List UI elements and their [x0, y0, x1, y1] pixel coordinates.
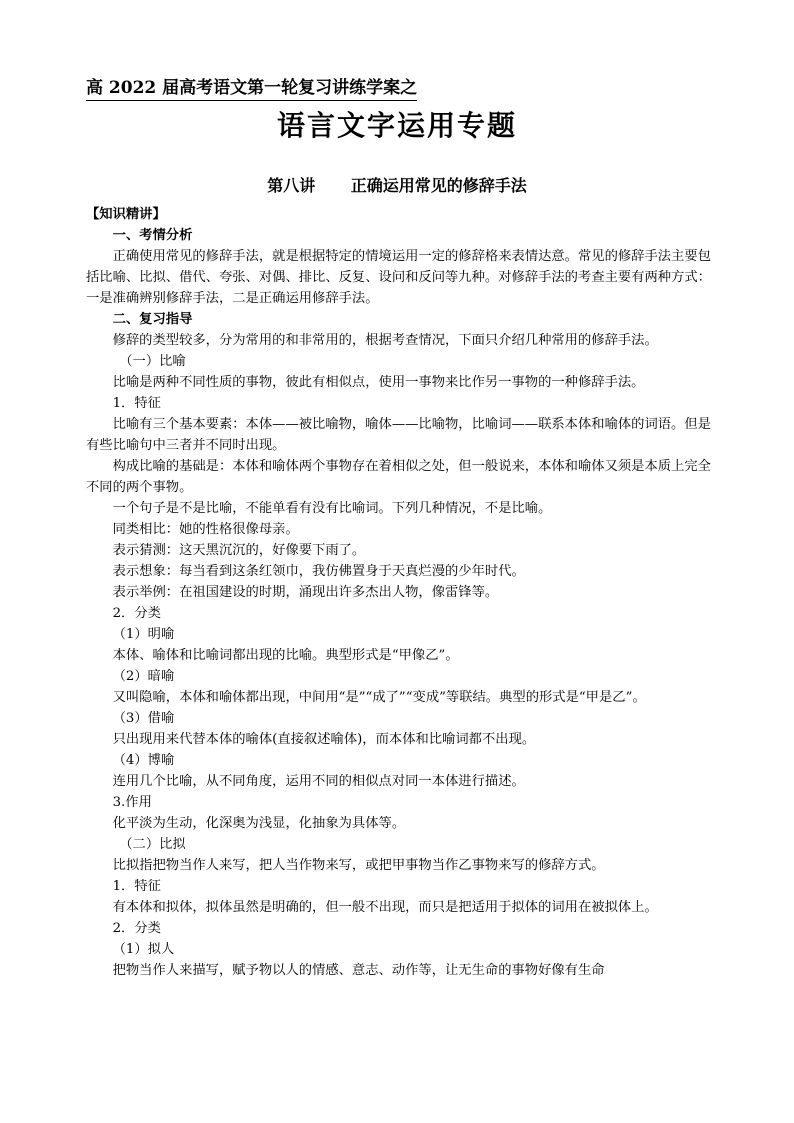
paragraph: 表示想象：每当看到这条红领巾，我仿佛置身于天真烂漫的少年时代。 — [112, 564, 525, 579]
header-line: 高 2022 届高考语文第一轮复习讲练学案之 — [86, 73, 417, 101]
paragraph: （2）暗喻 — [112, 669, 175, 684]
paragraph: 本体、喻体和比喻词都出现的比喻。典型形式是“甲像乙”。 — [112, 648, 459, 663]
body-text — [86, 204, 716, 981]
paragraph: （3）借喻 — [112, 711, 175, 726]
paragraph: （1）拟人 — [112, 942, 175, 957]
paragraph: 比喻有三个基本要素：本体——被比喻物，喻体——比喻物，比喻词——联系本体和喻体的词语。但是有些比喻句中三者并不同时出现。 — [86, 417, 711, 453]
paragraph: 有本体和拟体，拟体虽然是明确的，但一般不出现，而只是把适用于拟体的词用在被拟体上。 — [112, 900, 658, 915]
paragraph: 只出现用来代替本体的喻体(直接叙述喻体)，而本体和比喻词都不出现。 — [112, 732, 536, 747]
paragraph: 一个句子是不是比喻，不能单看有没有比喻词。下列几种情况，不是比喻。 — [112, 501, 552, 516]
paragraph: 表示举例：在祖国建设的时期，涌现出许多杰出人物，像雷锋等。 — [112, 585, 499, 600]
paragraph: 修辞的类型较多，分为常用的和非常用的，根据考查情况，下面只介绍几种常用的修辞手法。 — [112, 333, 658, 348]
paragraph: 构成比喻的基础是：本体和喻体两个事物存在着相似之处，但一般说来，本体和喻体又须是本质上完全不同的两个事物。 — [86, 459, 711, 495]
paragraph: 二、复习指导 — [112, 312, 193, 327]
paragraph: 1．特征 — [112, 396, 161, 411]
paragraph: （二）比拟 — [119, 837, 186, 852]
paragraph: 比拟指把物当作人来写，把人当作物来写，或把甲事物当作乙事物来写的修辞方式。 — [112, 858, 605, 873]
paragraph: 比喻是两种不同性质的事物，彼此有相似点，使用一事物来比作另一事物的一种修辞手法。 — [112, 375, 645, 390]
paragraph: （4）博喻 — [112, 753, 175, 768]
paragraph: （一）比喻 — [119, 354, 186, 369]
paragraph: 同类相比：她的性格很像母亲。 — [112, 522, 299, 537]
paragraph: 【知识精讲】 — [86, 207, 166, 222]
paragraph: 化平淡为生动，化深奥为浅显，化抽象为具体等。 — [112, 816, 406, 831]
lecture-subtitle: 第八讲 正确运用常见的修辞手法 — [267, 176, 527, 195]
paragraph: 表示猜测：这天黑沉沉的，好像要下雨了。 — [112, 543, 366, 558]
page-title: 语言文字运用专题 — [276, 109, 517, 142]
paragraph: 又叫隐喻，本体和喻体都出现，中间用“是”“成了”“变成”等联结。典型的形式是“甲是乙”。 — [112, 690, 646, 705]
paragraph: 连用几个比喻，从不同角度，运用不同的相似点对同一本体进行描述。 — [112, 774, 525, 789]
paragraph: 2．分类 — [112, 921, 161, 936]
paragraph: 2．分类 — [112, 606, 161, 621]
paragraph: 1．特征 — [112, 879, 161, 894]
paragraph: （1）明喻 — [112, 627, 175, 642]
paragraph: 把物当作人来描写，赋予物以人的情感、意志、动作等，让无生命的事物好像有生命 — [112, 963, 605, 978]
paragraph: 一、考情分析 — [112, 228, 193, 243]
paragraph: 正确使用常见的修辞手法，就是根据特定的情境运用一定的修辞格来表情达意。常见的修辞手法主要包括比喻、比拟、借代、夸张、对偶、排比、反复、设问和反问等九种。对修辞手法的考查主要有两种方式：一是准确辨别修辞手法，二是正确运用修辞手法。 — [86, 249, 711, 306]
paragraph: 3.作用 — [112, 795, 152, 810]
